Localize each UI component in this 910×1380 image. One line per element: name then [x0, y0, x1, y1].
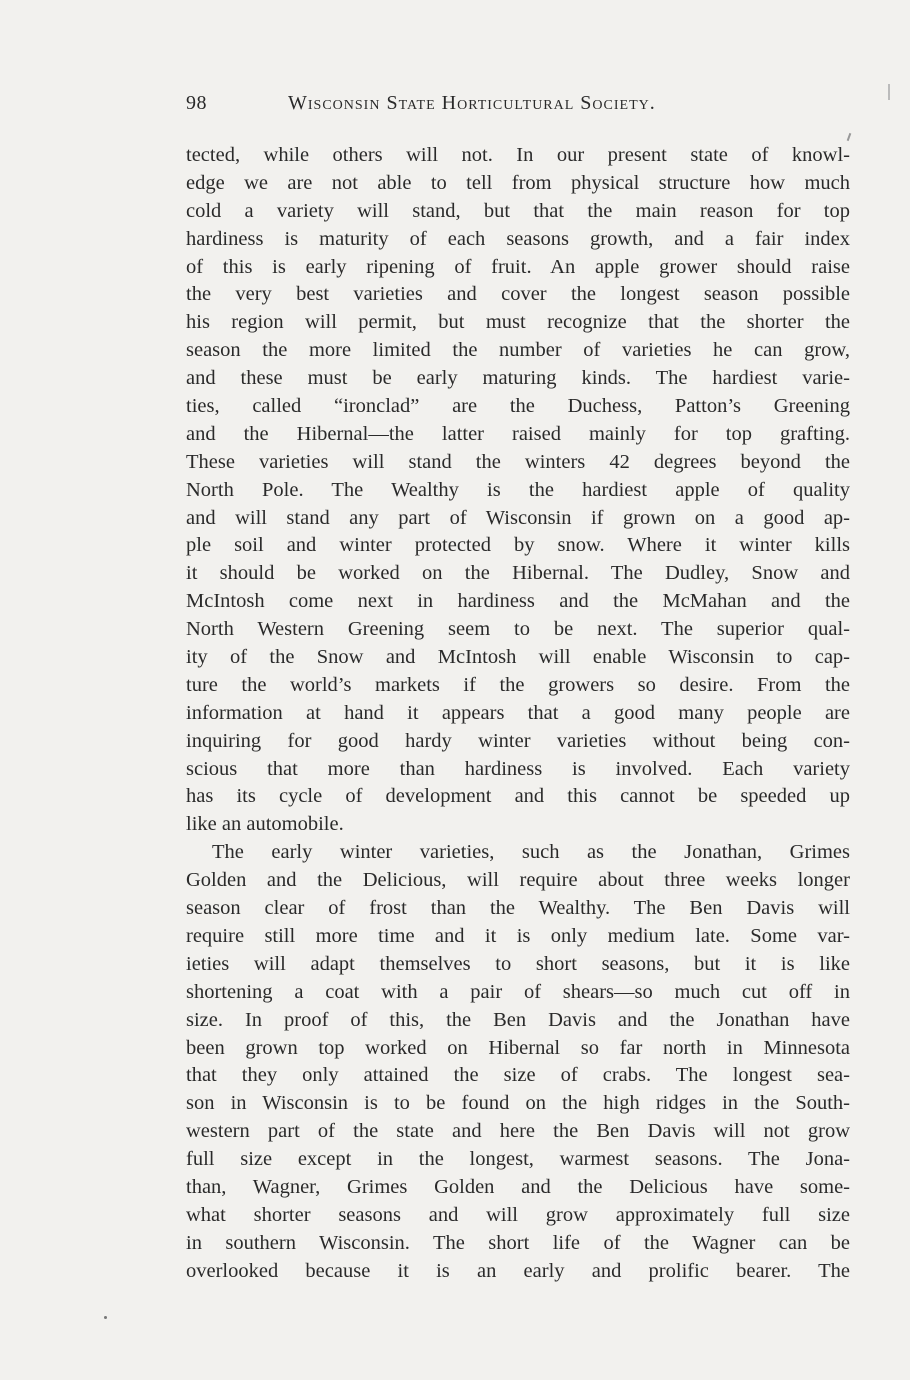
text-line: been grown top worked on Hibernal so far north in Minnesota: [186, 1036, 850, 1059]
margin-mark: [847, 133, 852, 141]
text-line: season clear of frost than the Wealthy. The Ben Davis will: [186, 897, 850, 920]
text-line: inquiring for good hardy winter varieties without being con-: [186, 729, 850, 752]
text-line: hardiness is maturity of each seasons growth, and a fair index: [186, 227, 850, 250]
text-line: and will stand any part of Wisconsin if grown on a good ap-: [186, 506, 850, 529]
text-line: what shorter seasons and will grow approximately full size: [186, 1203, 850, 1226]
text-line: season the more limited the number of varieties he can grow,: [186, 339, 850, 362]
text-line: scious that more than hardiness is involved. Each variety: [186, 757, 850, 780]
text-line: North Western Greening seem to be next. The superior qual-: [186, 618, 850, 641]
text-line: ieties will adapt themselves to short seasons, but it is like: [186, 952, 850, 975]
body-text: [186, 142, 850, 1286]
margin-speck: [104, 1316, 107, 1319]
text-line: of this is early ripening of fruit. An apple grower should raise: [186, 255, 850, 278]
text-line: size. In proof of this, the Ben Davis and the Jonathan have: [186, 1008, 850, 1031]
text-line: and the Hibernal—the latter raised mainly for top grafting.: [186, 422, 850, 445]
text-line: the very best varieties and cover the longest season possible: [186, 283, 850, 306]
text-line: ties, called “ironclad” are the Duchess, Patton’s Greening: [186, 395, 850, 418]
text-line: McIntosh come next in hardiness and the McMahan and the: [186, 590, 850, 613]
text-line: full size except in the longest, warmest seasons. The Jona-: [186, 1148, 850, 1171]
running-title: Wisconsin State Horticultural Society.: [288, 92, 656, 114]
text-line: cold a variety will stand, but that the main reason for top: [186, 199, 850, 222]
paragraph-end-line: like an automobile.: [186, 813, 344, 836]
text-line: North Pole. The Wealthy is the hardiest apple of quality: [186, 478, 850, 501]
text-line: tected, while others will not. In our present state of knowl-: [186, 144, 850, 166]
text-line: and these must be early maturing kinds. The hardiest varie-: [186, 367, 850, 390]
text-line: ture the world’s markets if the growers so desire. From the: [186, 673, 850, 696]
text-line: son in Wisconsin is to be found on the high ridges in the South-: [186, 1092, 850, 1115]
page-header: [186, 92, 850, 122]
text-line: shortening a coat with a pair of shears—so much cut off in: [186, 980, 850, 1003]
text-line: his region will permit, but must recognize that the shorter the: [186, 311, 850, 334]
text-line: than, Wagner, Grimes Golden and the Delicious have some-: [186, 1175, 850, 1198]
text-line: Golden and the Delicious, will require about three weeks longer: [186, 869, 850, 892]
page-number: 98: [186, 92, 207, 114]
text-line: ple soil and winter protected by snow. Where it winter kills: [186, 534, 850, 557]
text-line: information at hand it appears that a good many people are: [186, 701, 850, 724]
text-line: These varieties will stand the winters 42 degrees beyond the: [186, 450, 850, 473]
text-line: that they only attained the size of crabs. The longest sea-: [186, 1064, 850, 1087]
paragraph-start-line: The early winter varieties, such as the Jonathan, Grimes: [212, 841, 850, 864]
text-line: overlooked because it is an early and prolific bearer. The: [186, 1259, 850, 1282]
text-line: in southern Wisconsin. The short life of the Wagner can be: [186, 1231, 850, 1254]
text-line: edge we are not able to tell from physical structure how much: [186, 171, 850, 194]
text-line: require still more time and it is only medium late. Some var-: [186, 924, 850, 947]
page-edge-mark: [888, 84, 890, 100]
text-line: ity of the Snow and McIntosh will enable Wisconsin to cap-: [186, 646, 850, 669]
text-line: has its cycle of development and this cannot be speeded up: [186, 785, 850, 808]
text-line: it should be worked on the Hibernal. The Dudley, Snow and: [186, 562, 850, 585]
text-line: western part of the state and here the Ben Davis will not grow: [186, 1120, 850, 1143]
